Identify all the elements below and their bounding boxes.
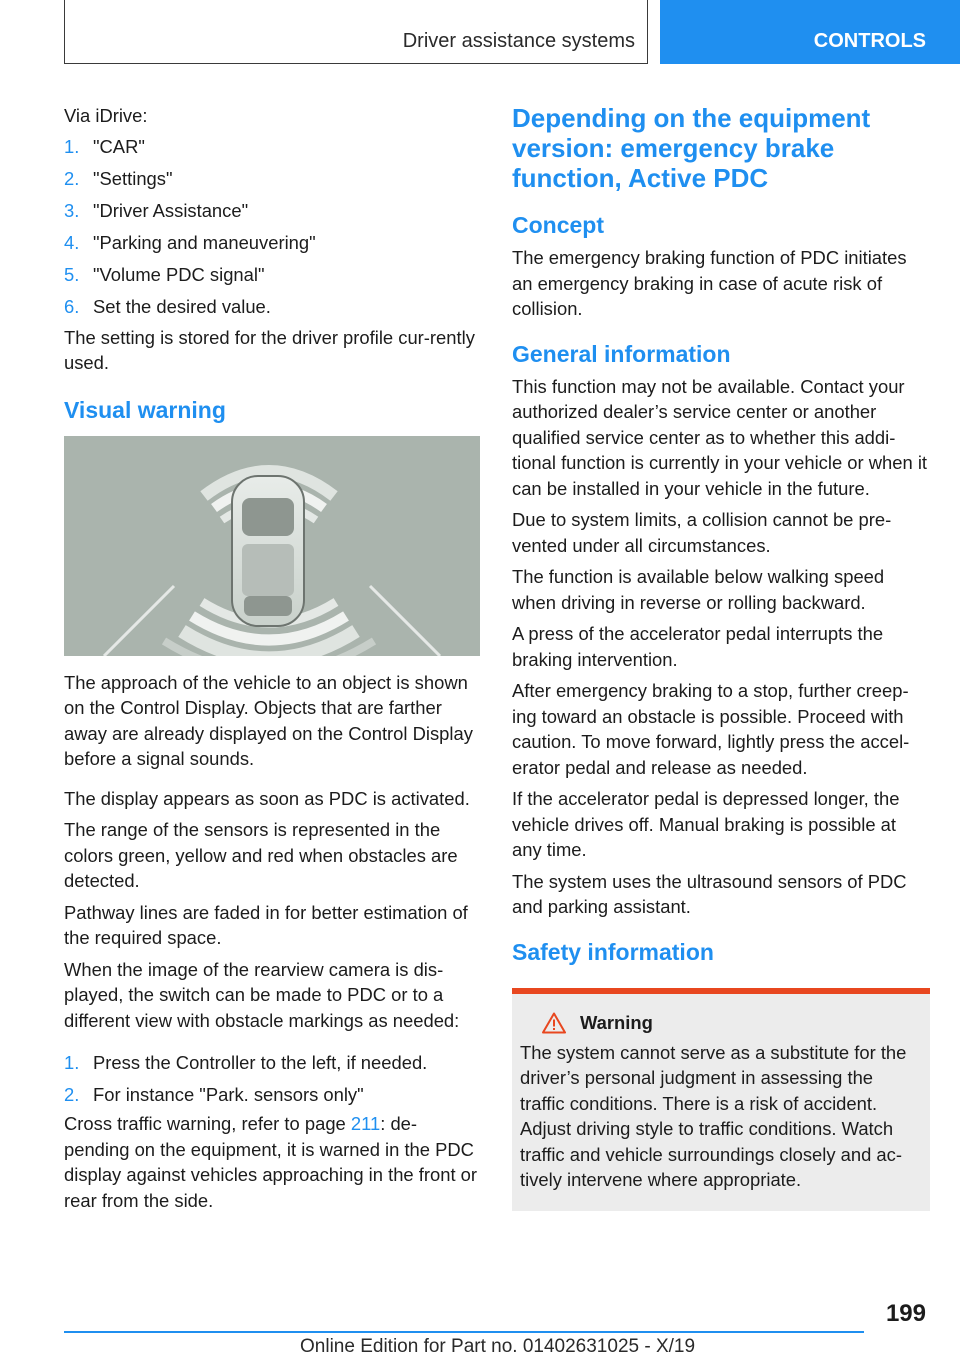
step-number: 2.	[64, 167, 80, 189]
warning-header	[520, 1012, 922, 1034]
step-number: 1.	[64, 135, 80, 157]
warning-text: The system cannot serve as a substitute for the driver’s personal judgment in assessing the traffic conditions. There is a risk of accident. Adjust driving style to traffic conditions. Watch traffic and vehicle surroundings closely and ac-tively intervene where appropriate.	[520, 1041, 907, 1190]
concept-text: The emergency braking function of PDC initiates an emergency braking in case of acute risk of collision.	[512, 247, 907, 319]
general-text: This function may not be available. Contact your authorized dealer’s service center or another qualified service center as to whether this addi-tional function is currently in your vehicle or when it can be installed in your vehicle in the future.	[512, 375, 928, 499]
list-item	[64, 291, 480, 323]
stored-text: The setting is stored for the driver profile cur-rently used.	[64, 326, 475, 373]
left-column	[64, 103, 480, 1219]
step-text: "Volume PDC signal"	[93, 263, 265, 285]
step-text: Press the Controller to the left, if needed.	[93, 1052, 428, 1073]
header-chapter-title: CONTROLS	[813, 30, 926, 52]
range-text: The range of the sensors is represented in the colors green, yellow and red when obstacles are detected.	[64, 819, 458, 891]
step-text: Set the desired value.	[93, 295, 271, 317]
step-number: 1.	[64, 1052, 80, 1073]
page-number: 199	[885, 1300, 926, 1327]
intro-text: Via iDrive:	[64, 105, 148, 126]
step-text: For instance "Park. sensors only"	[93, 1084, 364, 1105]
general-text: A press of the accelerator pedal interrupts the braking intervention.	[512, 623, 884, 670]
main-heading: Depending on the equipment version: emergency brake function, Active PDC	[512, 103, 871, 193]
general-text: The function is available below walking speed when driving in reverse or rolling backward.	[512, 566, 885, 613]
general-text: The system uses the ultrasound sensors of PDC and parking assistant.	[512, 870, 907, 917]
warning-title: Warning	[580, 1011, 653, 1033]
list-item	[64, 163, 480, 195]
step-number: 6.	[64, 295, 80, 317]
camera-steps-list	[64, 1047, 480, 1111]
footer-divider	[64, 1331, 864, 1333]
page-link-211[interactable]: 211	[350, 1113, 381, 1134]
step-text: "Parking and maneuvering"	[93, 231, 316, 253]
pdc-figure	[64, 436, 480, 656]
visual-warning-heading: Visual warning	[64, 396, 226, 423]
general-text: After emergency braking to a stop, further creep-ing toward an obstacle is possible. Proceed with caution. To move forward, lightly press the accel-erator pedal and release as needed.	[512, 680, 910, 778]
step-text: "CAR"	[93, 135, 145, 157]
header-section-box	[64, 0, 648, 64]
list-item	[64, 259, 480, 291]
cross-traffic-text-start: Cross traffic warning, refer to page	[64, 1113, 351, 1134]
step-number: 2.	[64, 1084, 80, 1105]
approach-text: The approach of the vehicle to an object is shown on the Control Display. Objects that are farther away are already displayed on the Control Display before a signal sounds.	[64, 671, 473, 769]
cross-traffic-text	[64, 1111, 480, 1213]
list-item	[64, 1079, 480, 1111]
list-item	[64, 227, 480, 259]
general-text: Due to system limits, a collision cannot be pre-vented under all circumstances.	[512, 509, 892, 556]
pathway-text: Pathway lines are faded in for better estimation of the required space.	[64, 901, 468, 948]
step-number: 3.	[64, 199, 80, 221]
right-column	[512, 103, 930, 1211]
general-text: If the accelerator pedal is depressed longer, the vehicle drives off. Manual braking is possible at any time.	[512, 788, 900, 860]
list-item	[64, 195, 480, 227]
safety-information-heading: Safety information	[512, 938, 714, 965]
camera-text: When the image of the rearview camera is dis-played, the switch can be made to PDC or to a different view with obstacle markings as needed:	[64, 958, 460, 1031]
concept-heading: Concept	[512, 212, 604, 238]
step-text: "Driver Assistance"	[93, 199, 249, 221]
warning-box	[512, 994, 930, 1211]
cross-traffic-text-end: : de-pending on the equipment, it is warned in the PDC display against vehicles approaching in the front or rear from the side.	[64, 1113, 478, 1211]
footer-edition: Online Edition for Part no. 01402631025 - X/19	[300, 1336, 696, 1357]
header-section-title: Driver assistance systems	[402, 30, 635, 52]
list-item	[64, 1047, 480, 1079]
pdc-car-top-view-illustration	[64, 436, 480, 656]
header-chapter-tab[interactable]	[660, 0, 960, 64]
list-item	[64, 131, 480, 163]
idrive-steps-list	[64, 131, 480, 323]
display-text: The display appears as soon as PDC is activated.	[64, 787, 470, 809]
step-text: "Settings"	[93, 167, 173, 189]
warning-triangle-icon	[542, 1012, 566, 1034]
step-number: 4.	[64, 231, 80, 253]
general-information-heading: General information	[512, 340, 731, 367]
step-number: 5.	[64, 263, 80, 285]
